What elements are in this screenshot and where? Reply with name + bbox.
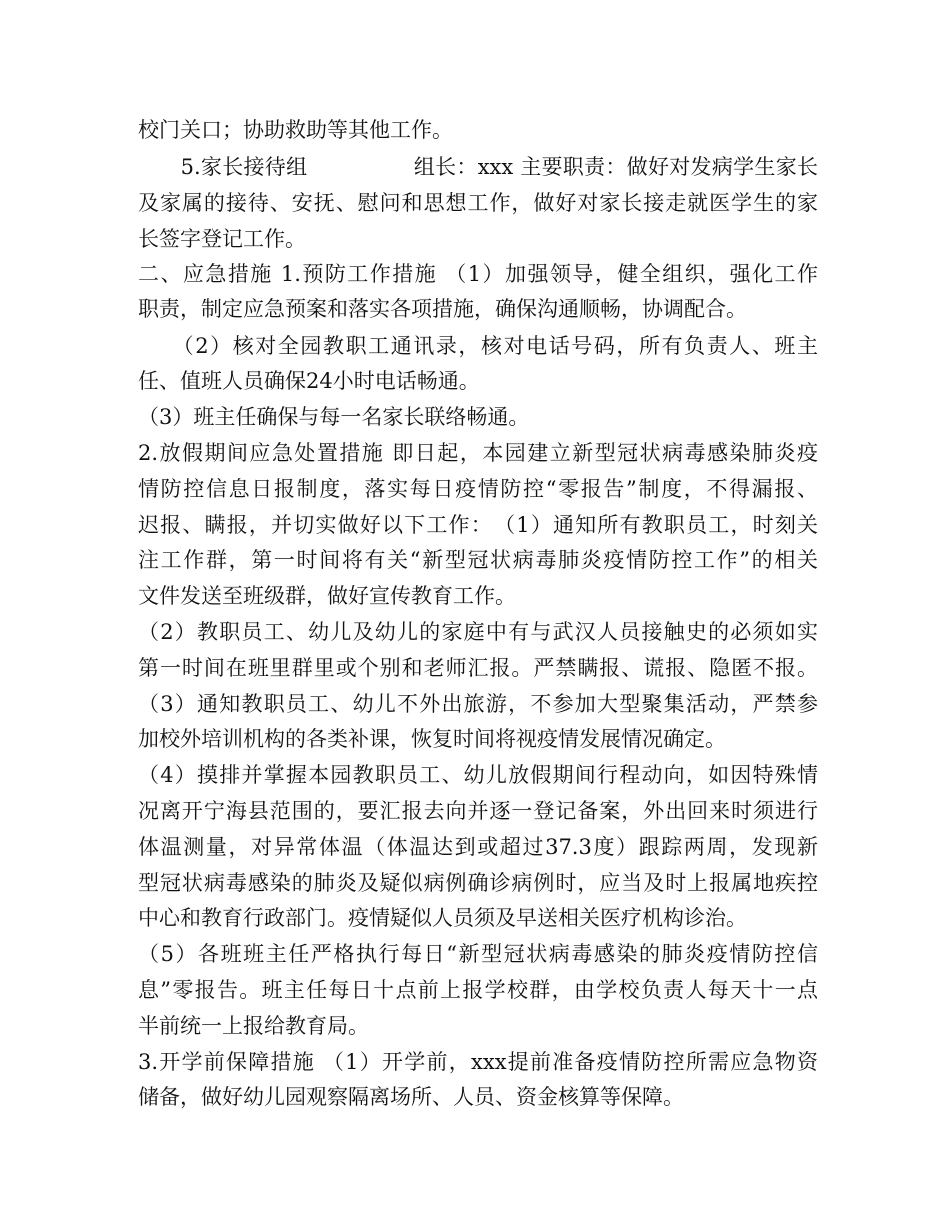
text-line: 校门关口；协助救助等其他工作。 <box>138 118 453 142</box>
text-line: 职责，制定应急预案和落实各项措施，确保沟通顺畅，协调配合。 <box>138 297 747 321</box>
text-line: （3）通知教职员工、幼儿不外出旅游，不参加大型聚集活动，严禁参 <box>138 692 818 716</box>
text-line: 情防控信息日报制度，落实每日疫情防控“零报告”制度，不得漏报、 <box>138 477 818 501</box>
text-line: 任、值班人员确保24小时电话畅通。 <box>138 369 480 393</box>
text-line: 迟报、瞒报，并切实做好以下工作： （1）通知所有教职员工，时刻关 <box>138 513 818 537</box>
text-line: （5）各班班主任严格执行每日“新型冠状病毒感染的肺炎疫情防控信 <box>138 942 818 966</box>
text-line: 中心和教育行政部门。疫情疑似人员须及早送相关医疗机构诊治。 <box>138 906 747 930</box>
text-line: 长签字登记工作。 <box>138 227 306 251</box>
text-line: 2.放假期间应急处置措施 即日起，本园建立新型冠状病毒感染肺炎疫 <box>138 441 818 465</box>
text-line: 加校外培训机构的各类补课，恢复时间将视疫情发展情况确定。 <box>138 727 726 751</box>
text-line: 第一时间在班里群里或个别和老师汇报。严禁瞒报、谎报、隐匿不报。 <box>138 656 818 680</box>
text-line: 型冠状病毒感染的肺炎及疑似病例确诊病例时，应当及时上报属地疾控 <box>138 871 818 895</box>
text-line: （2）教职员工、幼儿及幼儿的家庭中有与武汉人员接触史的必须如实 <box>138 620 818 644</box>
text-line: （3）班主任确保与每一名家长联络畅通。 <box>138 405 530 429</box>
text-line: 储备，做好幼儿园观察隔离场所、人员、资金核算等保障。 <box>138 1085 684 1109</box>
text-line: 文件发送至班级群，做好宣传教育工作。 <box>138 584 516 608</box>
text-line: 及家属的接待、安抚、慰问和思想工作，做好对家长接走就医学生的家 <box>138 191 818 215</box>
text-line: 半前统一上报给教育局。 <box>138 1014 369 1038</box>
text-line: 体温测量，对异常体温（体温达到或超过37.3度）跟踪两周，发现新 <box>138 835 818 859</box>
text-line: 5.家长接待组 组长：xxx 主要职责：做好对发病学生家长 <box>138 155 818 179</box>
text-line: 息”零报告。班主任每日十点前上报学校群，由学校负责人每天十一点 <box>138 978 818 1002</box>
text-line: 二、应急措施 1.预防工作措施 （1）加强领导，健全组织，强化工作 <box>138 262 818 286</box>
text-line: （2）核对全园教职工通讯录，核对电话号码，所有负责人、班主 <box>138 334 818 358</box>
text-line: 况离开宁海县范围的，要汇报去向并逐一登记备案，外出回来时须进行 <box>138 799 818 823</box>
text-line: （4）摸排并掌握本园教职员工、幼儿放假期间行程动向，如因特殊情 <box>138 763 818 787</box>
text-line: 注工作群，第一时间将有关“新型冠状病毒肺炎疫情防控工作”的相关 <box>138 548 818 572</box>
text-line: 3.开学前保障措施 （1）开学前，xxx提前准备疫情防控所需应急物资 <box>138 1050 818 1074</box>
